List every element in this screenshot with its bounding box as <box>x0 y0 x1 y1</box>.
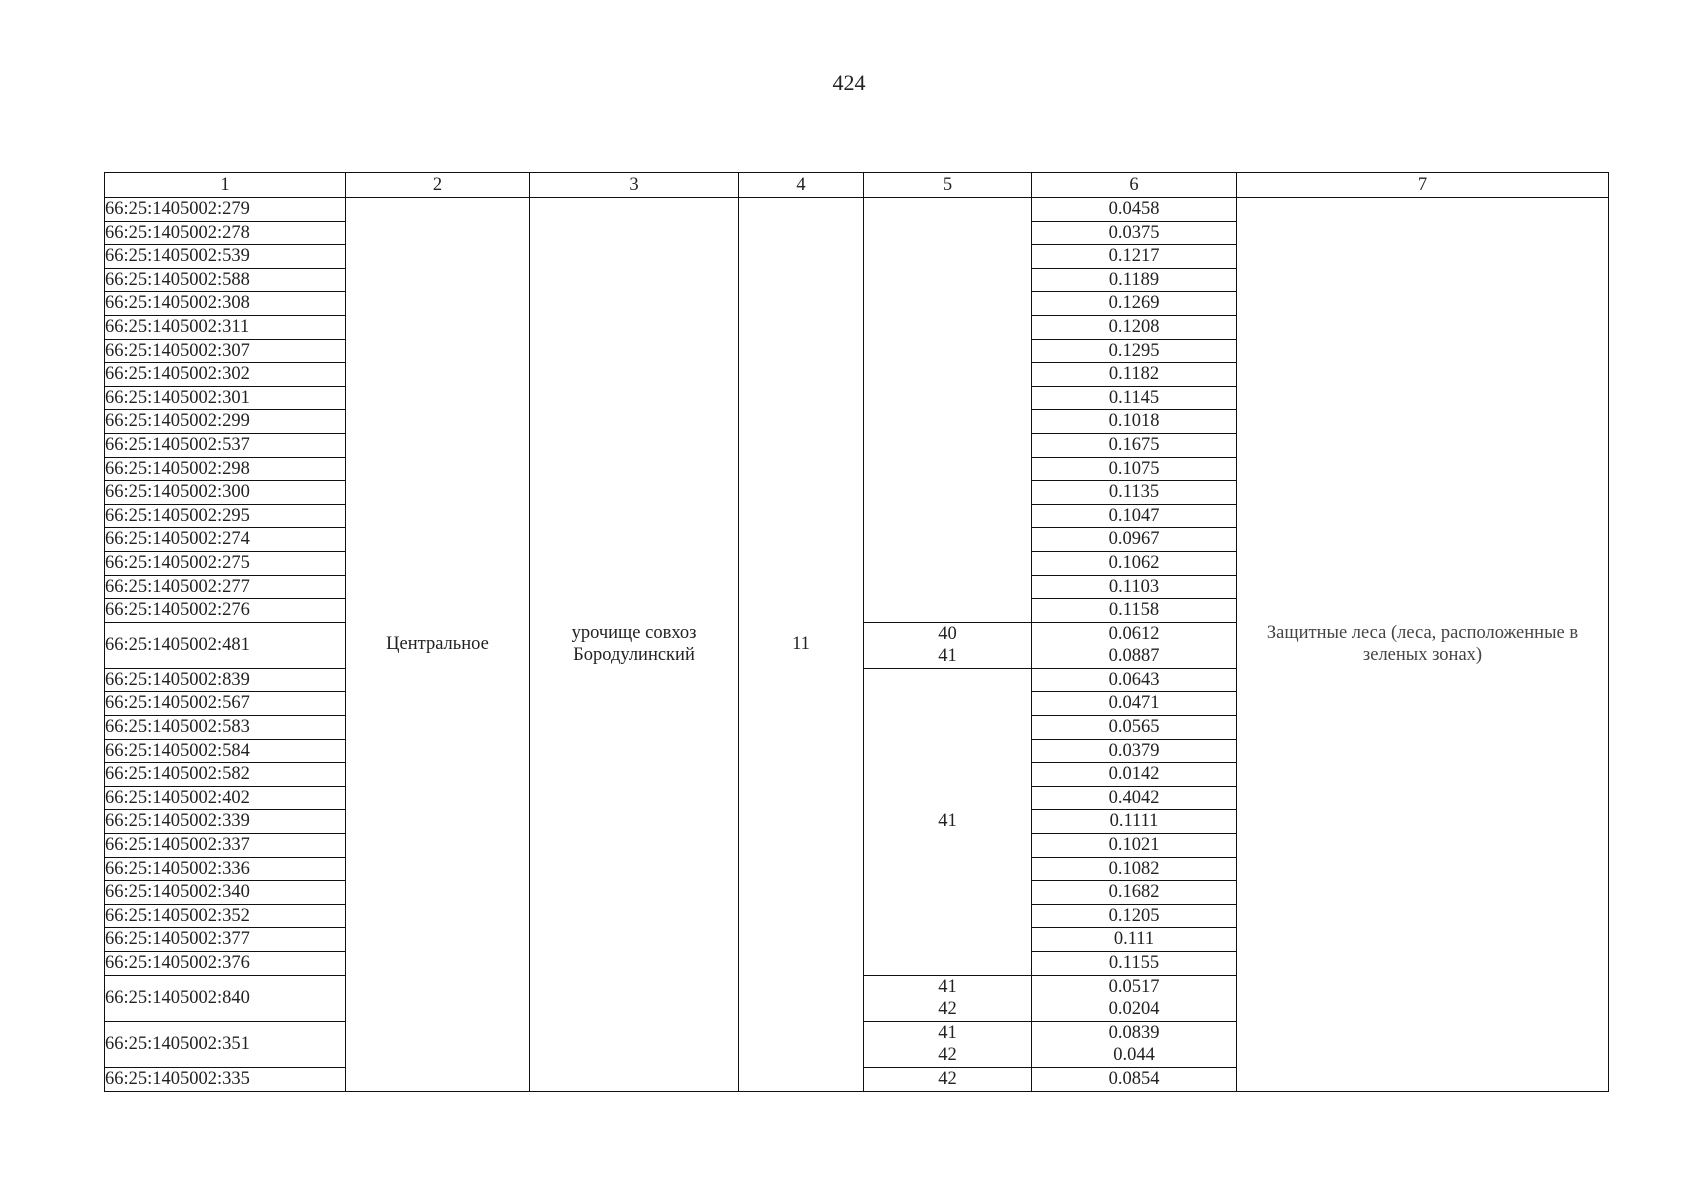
sub-compartment-number: 40 <box>938 623 957 644</box>
area-value: 0.1269 <box>1108 293 1160 314</box>
sub-compartment-number: 42 <box>938 1068 957 1089</box>
sub-compartment-number: 41 <box>938 976 957 997</box>
area-cell <box>1032 904 1237 928</box>
area-value: 0.0839 <box>1108 1022 1160 1043</box>
area-value: 0.0612 <box>1108 623 1160 644</box>
area-value: 0.0471 <box>1108 693 1160 714</box>
area-cell <box>1032 363 1237 387</box>
register-body <box>105 198 1609 1092</box>
cadastral-number: 66:25:1405002:298 <box>105 457 346 481</box>
area-cell <box>1032 810 1237 834</box>
area-value: 0.1021 <box>1108 835 1160 856</box>
area-value: 0.0854 <box>1108 1068 1160 1089</box>
area-value: 0.1103 <box>1108 576 1160 597</box>
district-cell: Центральное <box>346 198 530 1092</box>
area-cell <box>1032 481 1237 505</box>
sub-compartment-number: 42 <box>938 1045 957 1066</box>
cadastral-number: 66:25:1405002:336 <box>105 857 346 881</box>
area-cell <box>1032 504 1237 528</box>
cadastral-number: 66:25:1405002:481 <box>105 622 346 668</box>
column-number: 1 <box>105 173 346 198</box>
area-value: 0.1675 <box>1108 434 1160 455</box>
cadastral-number: 66:25:1405002:402 <box>105 786 346 810</box>
area-cell <box>1032 575 1237 599</box>
cadastral-number: 66:25:1405002:278 <box>105 221 346 245</box>
area-cell <box>1032 245 1237 269</box>
cadastral-number: 66:25:1405002:539 <box>105 245 346 269</box>
area-value: 0.1075 <box>1108 458 1160 479</box>
sub-compartment-cell <box>864 668 1032 975</box>
area-value: 0.1158 <box>1108 600 1160 621</box>
cadastral-number: 66:25:1405002:584 <box>105 739 346 763</box>
area-value: 0.1155 <box>1108 953 1160 973</box>
page-number: 424 <box>832 70 866 95</box>
cadastral-number: 66:25:1405002:300 <box>105 481 346 505</box>
cadastral-number: 66:25:1405002:352 <box>105 904 346 928</box>
cadastral-number: 66:25:1405002:295 <box>105 504 346 528</box>
area-cell <box>1032 551 1237 575</box>
cadastral-number: 66:25:1405002:311 <box>105 315 346 339</box>
cadastral-number: 66:25:1405002:339 <box>105 810 346 834</box>
area-value: 0.0375 <box>1108 222 1160 243</box>
area-value: 0.1062 <box>1108 552 1160 573</box>
table-row <box>105 198 1609 222</box>
column-number: 2 <box>346 173 530 198</box>
cadastral-number: 66:25:1405002:351 <box>105 1021 346 1067</box>
cadastral-number: 66:25:1405002:302 <box>105 363 346 387</box>
cadastral-number: 66:25:1405002:340 <box>105 881 346 905</box>
cadastral-number: 66:25:1405002:275 <box>105 551 346 575</box>
area-value: 0.0379 <box>1108 740 1160 761</box>
cadastral-number: 66:25:1405002:274 <box>105 528 346 552</box>
area-value: 0.1082 <box>1108 858 1160 879</box>
cadastral-number: 66:25:1405002:301 <box>105 386 346 410</box>
area-value: 0.1047 <box>1108 505 1160 526</box>
area-cell <box>1032 622 1237 668</box>
area-cell <box>1032 386 1237 410</box>
area-cell <box>1032 433 1237 457</box>
cadastral-number: 66:25:1405002:299 <box>105 410 346 434</box>
area-cell <box>1032 975 1237 1021</box>
column-number: 7 <box>1237 173 1609 198</box>
column-number: 3 <box>530 173 739 198</box>
area-value: 0.0517 <box>1108 976 1160 997</box>
area-value: 0.4042 <box>1108 787 1160 808</box>
sub-compartment-cell <box>864 622 1032 668</box>
cadastral-number: 66:25:1405002:582 <box>105 763 346 787</box>
area-cell <box>1032 198 1237 222</box>
quarter-cell: 11 <box>739 198 864 1092</box>
area-cell <box>1032 410 1237 434</box>
area-cell <box>1032 221 1237 245</box>
area-cell <box>1032 763 1237 787</box>
land-register-table <box>104 172 1609 1092</box>
area-value: 0.111 <box>1113 929 1155 950</box>
area-cell <box>1032 315 1237 339</box>
area-cell <box>1032 1067 1237 1091</box>
area-value: 0.1135 <box>1108 482 1160 503</box>
area-cell <box>1032 668 1237 692</box>
area-cell <box>1032 857 1237 881</box>
area-value: 0.0643 <box>1108 669 1160 690</box>
sub-compartment-number: 41 <box>938 646 957 667</box>
area-value: 0.0204 <box>1108 999 1160 1020</box>
cadastral-number: 66:25:1405002:377 <box>105 928 346 952</box>
column-number: 5 <box>864 173 1032 198</box>
area-value: 0.1111 <box>1109 811 1159 832</box>
area-value: 0.0565 <box>1108 717 1160 738</box>
area-cell <box>1032 339 1237 363</box>
area-cell <box>1032 739 1237 763</box>
forest-purpose-cell: Защитные леса (леса, расположенные в зеленых зонах) <box>1237 198 1609 1092</box>
area-value: 0.1182 <box>1108 364 1160 385</box>
sub-compartment-number: 41 <box>938 811 957 832</box>
area-cell <box>1032 881 1237 905</box>
column-number: 4 <box>739 173 864 198</box>
area-cell <box>1032 786 1237 810</box>
sub-compartment-number: 42 <box>938 999 957 1020</box>
area-cell <box>1032 1021 1237 1067</box>
area-cell <box>1032 716 1237 740</box>
cadastral-number: 66:25:1405002:276 <box>105 599 346 623</box>
area-cell <box>1032 268 1237 292</box>
sub-compartment-cell <box>864 198 1032 623</box>
area-value: 0.1682 <box>1108 882 1160 903</box>
area-cell <box>1032 457 1237 481</box>
column-number-row <box>105 173 1609 198</box>
cadastral-number: 66:25:1405002:537 <box>105 433 346 457</box>
area-value: 0.1145 <box>1108 387 1160 408</box>
cadastral-number: 66:25:1405002:335 <box>105 1067 346 1091</box>
sub-compartment-cell <box>864 1067 1032 1091</box>
area-cell <box>1032 528 1237 552</box>
cadastral-number: 66:25:1405002:583 <box>105 716 346 740</box>
locality-cell: урочище совхоз Бородулинский <box>530 198 739 1092</box>
cadastral-number: 66:25:1405002:376 <box>105 952 346 976</box>
area-value: 0.1295 <box>1108 340 1160 361</box>
column-number: 6 <box>1032 173 1237 198</box>
area-value: 0.0142 <box>1108 764 1160 785</box>
area-value: 0.1217 <box>1108 246 1160 267</box>
cadastral-number: 66:25:1405002:277 <box>105 575 346 599</box>
area-cell <box>1032 928 1237 952</box>
area-value: 0.0458 <box>1108 199 1160 219</box>
area-value: 0.0967 <box>1108 529 1160 550</box>
area-value: 0.044 <box>1113 1045 1155 1066</box>
sub-compartment-cell <box>864 975 1032 1021</box>
cadastral-number: 66:25:1405002:307 <box>105 339 346 363</box>
area-value: 0.1018 <box>1108 411 1160 432</box>
area-value: 0.1205 <box>1108 905 1160 926</box>
area-cell <box>1032 834 1237 858</box>
cadastral-number: 66:25:1405002:279 <box>105 198 346 222</box>
cadastral-number: 66:25:1405002:308 <box>105 292 346 316</box>
sub-compartment-cell <box>864 1021 1032 1067</box>
area-cell <box>1032 292 1237 316</box>
cadastral-number: 66:25:1405002:839 <box>105 668 346 692</box>
cadastral-number: 66:25:1405002:588 <box>105 268 346 292</box>
cadastral-number: 66:25:1405002:337 <box>105 834 346 858</box>
area-cell <box>1032 599 1237 623</box>
cadastral-number: 66:25:1405002:840 <box>105 975 346 1021</box>
cadastral-number: 66:25:1405002:567 <box>105 692 346 716</box>
area-cell <box>1032 952 1237 976</box>
area-cell <box>1032 692 1237 716</box>
sub-compartment-number: 41 <box>938 1022 957 1043</box>
area-value: 0.1208 <box>1108 316 1160 337</box>
area-value: 0.0887 <box>1108 646 1160 667</box>
area-value: 0.1189 <box>1108 269 1160 290</box>
